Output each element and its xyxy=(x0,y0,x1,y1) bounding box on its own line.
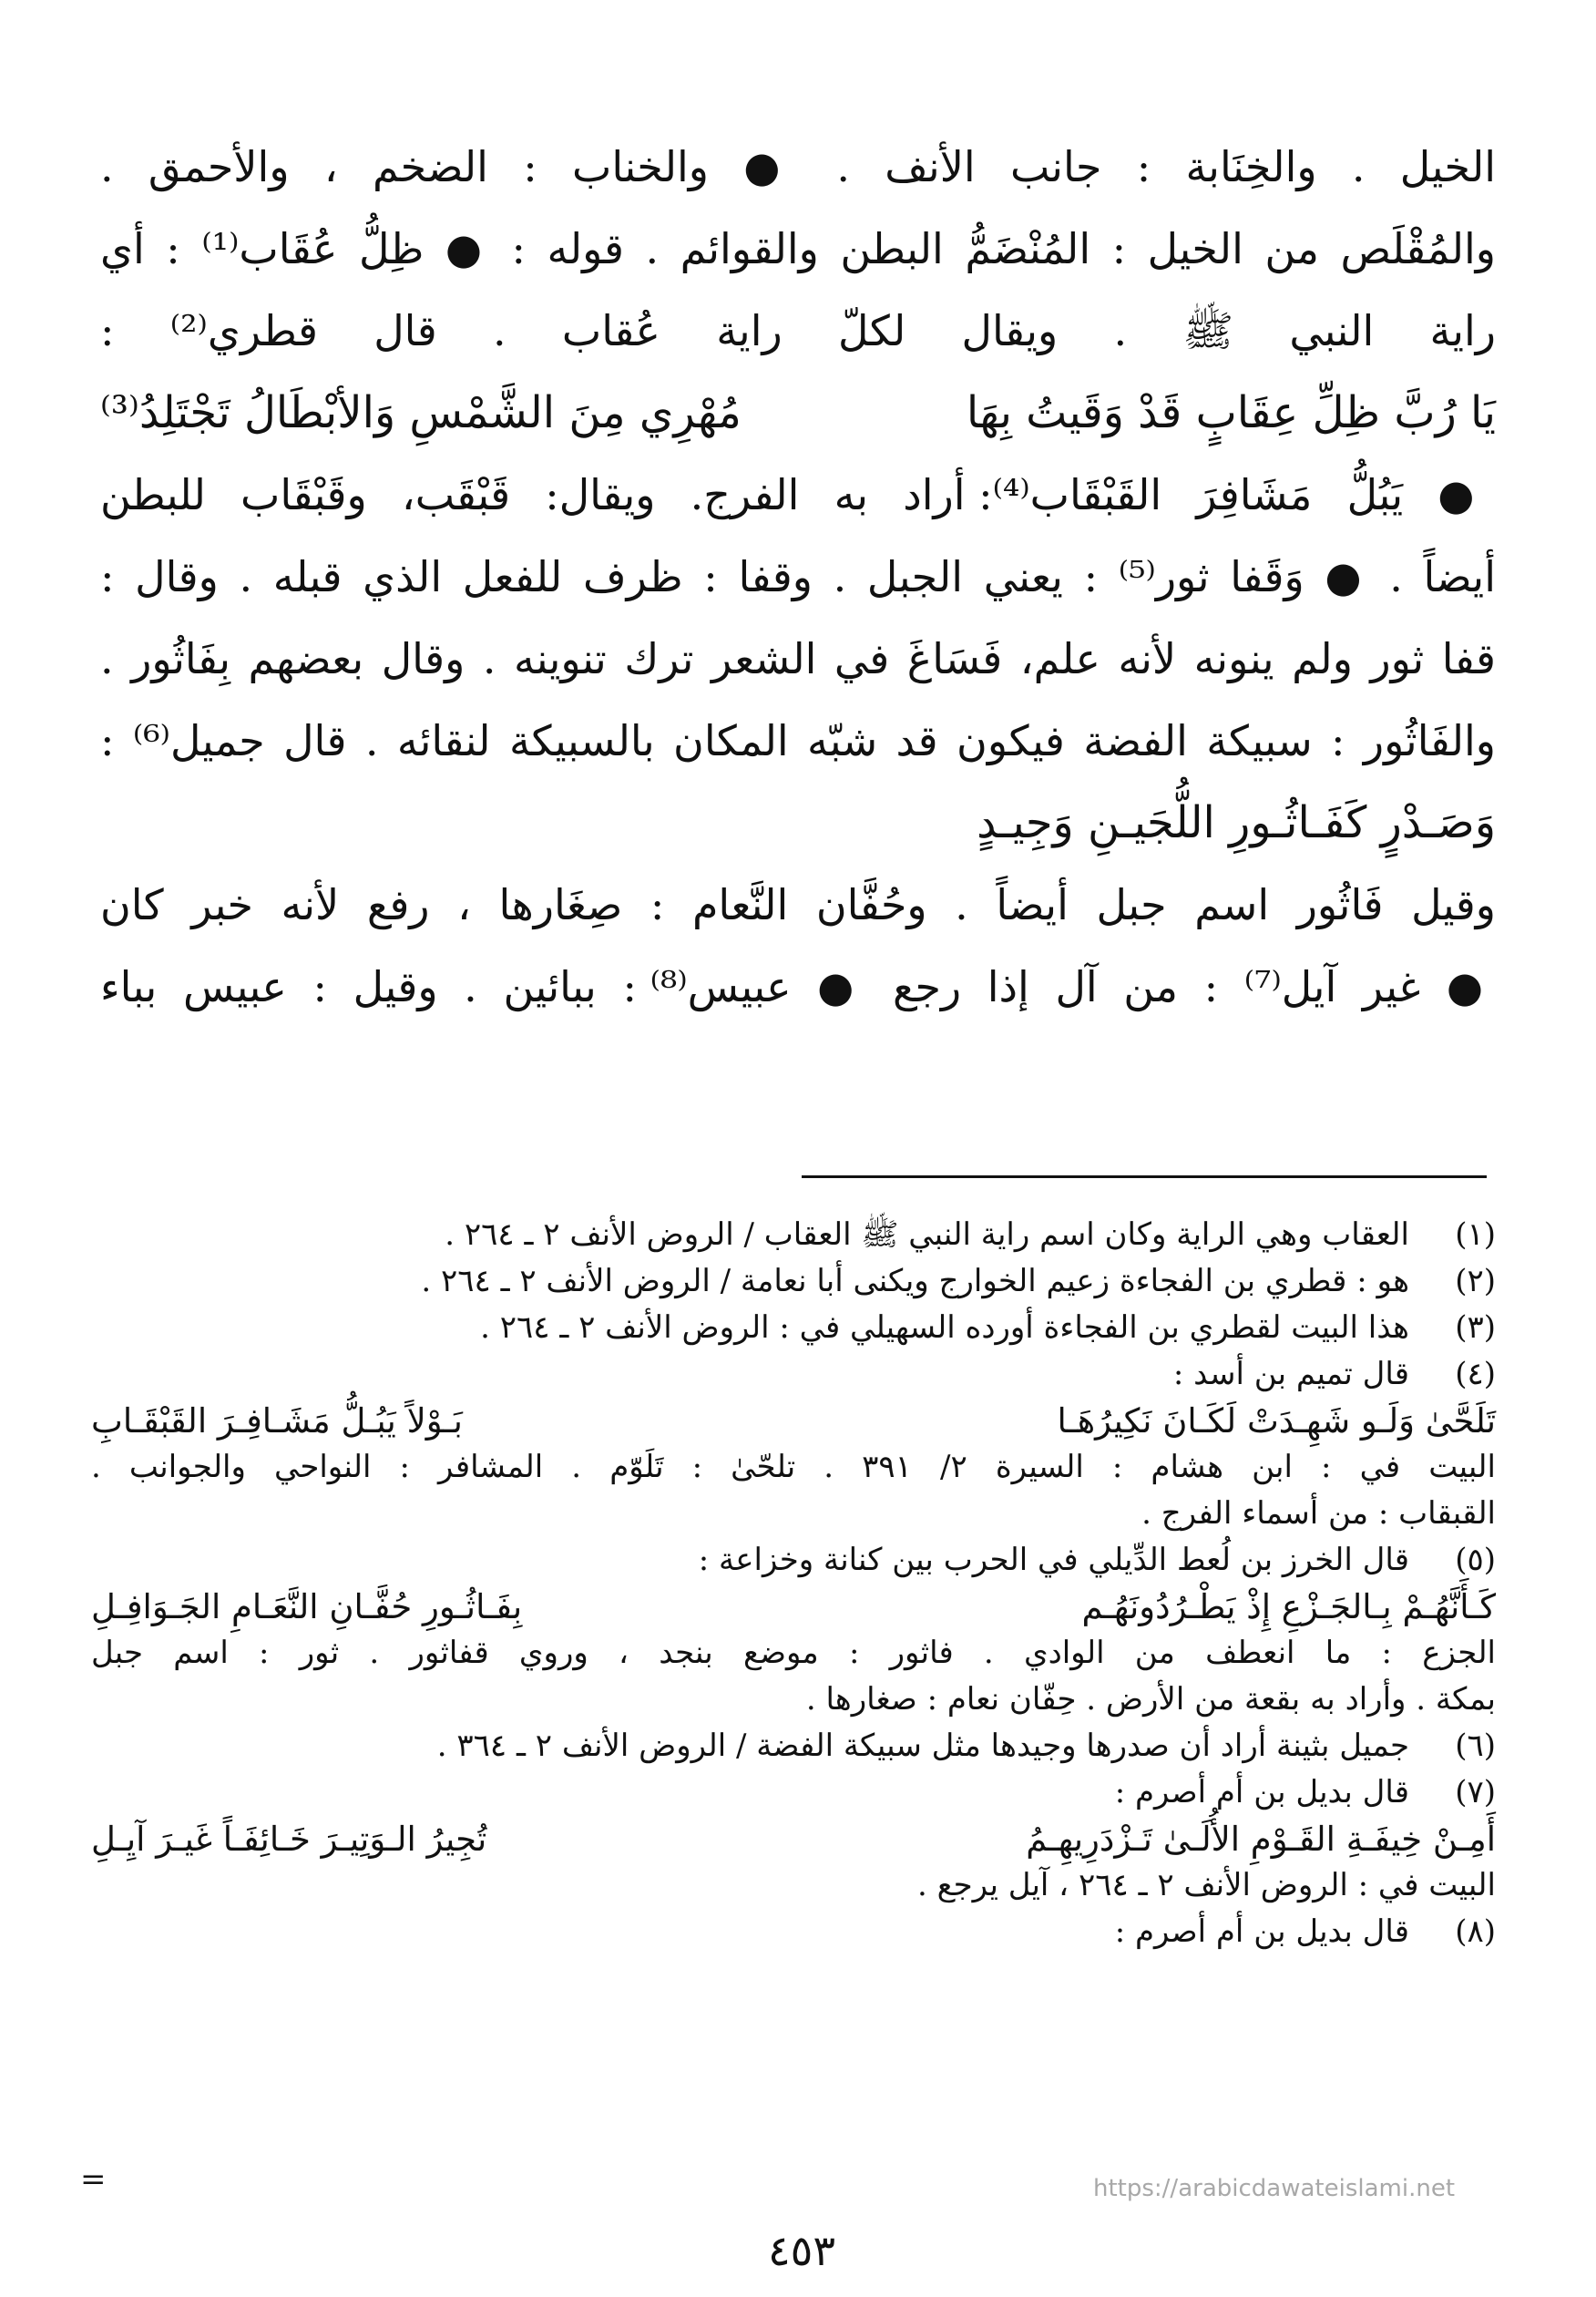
footnote-number: (٣) xyxy=(1455,1309,1496,1346)
footnote-number: (١) xyxy=(1455,1216,1496,1253)
footnote-verse-second-hemistich: بِفَـاثُـورِ حُفَّـانِ النَّعَـامِ الجَـوَافِـلِ xyxy=(91,1587,523,1626)
footnote-verse xyxy=(91,1584,1496,1630)
watermark-url: https://arabicdawateislami.net xyxy=(1093,2175,1456,2202)
footnote-text: بمكة . وأراد به بقعة من الأرض . حِفّان نعام : صغارها . xyxy=(805,1681,1496,1718)
footnote-text: الجزع : ما انعطف من الوادي . فاثور : موضع بنجد ، وروي قفاثور . ثور : اسم جبل xyxy=(91,1635,1496,1671)
verse-qatari-second-hemistich: مُهْرِي مِنَ الشَّمْسِ وَالأبْطَالُ تَجْتَلِدُ⁽³⁾ xyxy=(100,387,742,438)
footnote-text: قال بديل بن أم أصرم : xyxy=(1114,1913,1409,1950)
footnote-text: البيت في : الروض الأنف ٢ ـ ٢٦٤ ، آيل يرجع . xyxy=(916,1867,1496,1903)
footnote-number: (٦) xyxy=(1455,1728,1496,1764)
footnote-verse-first-hemistich: كَـأَنَّهُـمْ بِـالجَـزْعِ إِذْ يَطْـرُدُونَهُـم xyxy=(1081,1587,1496,1626)
footnotes xyxy=(91,1212,1496,1955)
footnote-number: (٤) xyxy=(1455,1356,1496,1392)
main-line-5: ● يَبُلُّ مَشَافِرَ القَبْقَاب⁽⁴⁾: أراد به الفرج. ويقال: قَبْقَب، وقَبْقَاب للبطن xyxy=(100,470,1496,519)
main-line-8: والفَاثُور : سبيكة الفضة فيكون قد شبّه المكان بالسبيكة لنقائه . قال جميل⁽⁶⁾ : xyxy=(100,716,1496,765)
footnote-text: هذا البيت لقطري بن الفجاءة أورده السهيلي في : الروض الأنف ٢ ـ ٢٦٤ . xyxy=(480,1309,1409,1346)
footnote-text: قال بديل بن أم أصرم : xyxy=(1114,1774,1409,1810)
footnote-text: القبقاب : من أسماء الفرج . xyxy=(1141,1495,1496,1532)
footnote-text: هو : قطري بن الفجاءة زعيم الخوارج ويكنى أبا نعامة / الروض الأنف ٢ ـ ٢٦٤ . xyxy=(421,1263,1409,1299)
main-line-7: قفا ثور ولم ينونه لأنه علم، فَسَاغَ في الشعر ترك تنوينه . وقال بعضهم بِفَاثُور . xyxy=(100,634,1496,683)
footnote-3 xyxy=(91,1305,1496,1351)
continuation-mark: = xyxy=(80,2161,107,2198)
main-line-1: الخيل . والخِنَابة : جانب الأنف . ● والخناب : الضخم ، والأحمق . xyxy=(100,142,1496,191)
footnote-verse xyxy=(91,1816,1496,1862)
footnote-4 xyxy=(91,1351,1496,1537)
verse-jamil-hemistich: وَصَـدْرٍ كَفَـاثُـورِ اللُّجَيـنِ وَجِيـدٍ xyxy=(977,797,1496,848)
verse-qatari xyxy=(100,372,1496,454)
footnote-text: قال الخرز بن لُعط الدِّيلي في الحرب بين كنانة وخزاعة : xyxy=(698,1542,1409,1578)
footnote-7 xyxy=(91,1769,1496,1909)
verse-qatari-first-hemistich: يَا رُبَّ ظِلِّ عِقَابٍ قَدْ وَقَيتُ بِهَا xyxy=(966,387,1496,438)
footnote-verse xyxy=(91,1398,1496,1444)
footnote-verse-first-hemistich: تَلَحَّىٰ وَلَـو شَهِـدَتْ لَكَـانَ نَكِيرُهَـا xyxy=(1057,1401,1496,1441)
footnote-text: جميل بثينة أراد أن صدرها وجيدها مثل سبيكة الفضة / الروض الأنف ٢ ـ ٣٦٤ . xyxy=(436,1728,1409,1764)
main-line-11: ● غير آيل⁽⁷⁾ : من آل إذا رجع ● عبيس⁽⁸⁾ : ببائين . وقيل : عبيس بباء xyxy=(100,962,1496,1011)
footnote-verse-first-hemistich: أَمِـنْ خِيفَـةِ القَـوْمِ الأُلَـىٰ تَـزْدَرِيهِـمُ xyxy=(1026,1820,1496,1859)
footnote-text: البيت في : ابن هشام : السيرة ٢/ ٣٩١ . تلحّىٰ : تَلَوّم . المشافر : النواحي والجوانب . xyxy=(91,1449,1496,1485)
verse-jamil xyxy=(100,782,1496,864)
footnote-verse-second-hemistich: تُجِيرُ الـوَتِيـرَ خَـائِفَـاً غَيـرَ آيِـلِ xyxy=(91,1820,487,1859)
footnote-number: (٧) xyxy=(1455,1774,1496,1810)
footnote-6 xyxy=(91,1723,1496,1769)
footnote-verse-second-hemistich: بَـوْلاً يَبُـلُّ مَشَـافِـرَ القَبْقَـابِ xyxy=(91,1401,463,1441)
footnote-8 xyxy=(91,1909,1496,1955)
main-line-6: أيضاً . ● وَقَفا ثور⁽⁵⁾ : يعني الجبل . وقفا : ظرف للفعل الذي قبله . وقال : xyxy=(100,552,1496,601)
main-line-10: وقيل فَاثُور اسم جبل أيضاً . وحُفَّان النَّعام : صِغَارها ، رفع لأنه خبر كان xyxy=(100,880,1496,929)
main-text xyxy=(100,126,1496,1028)
footnote-number: (٨) xyxy=(1455,1913,1496,1950)
main-line-2: والمُقْلَص من الخيل : المُنْضَمُّ البطن والقوائم . قوله : ● ظِلُّ عُقَاب⁽¹⁾ : أي xyxy=(100,224,1496,273)
footnote-text: العقاب وهي الراية وكان اسم راية النبي ﷺ العقاب / الروض الأنف ٢ ـ ٢٦٤ . xyxy=(445,1216,1409,1253)
main-line-3: راية النبي ﷺ . ويقال لكلّ راية عُقاب . قال قطري⁽²⁾ : xyxy=(100,306,1496,355)
footnote-number: (٢) xyxy=(1455,1263,1496,1299)
footnote-2 xyxy=(91,1258,1496,1305)
footnote-number: (٥) xyxy=(1455,1542,1496,1578)
footnote-separator xyxy=(802,1175,1487,1178)
footnote-5 xyxy=(91,1537,1496,1723)
footnote-text: قال تميم بن أسد : xyxy=(1172,1356,1409,1392)
page-number: ٤٥٣ xyxy=(767,2226,836,2275)
footnote-1 xyxy=(91,1212,1496,1258)
